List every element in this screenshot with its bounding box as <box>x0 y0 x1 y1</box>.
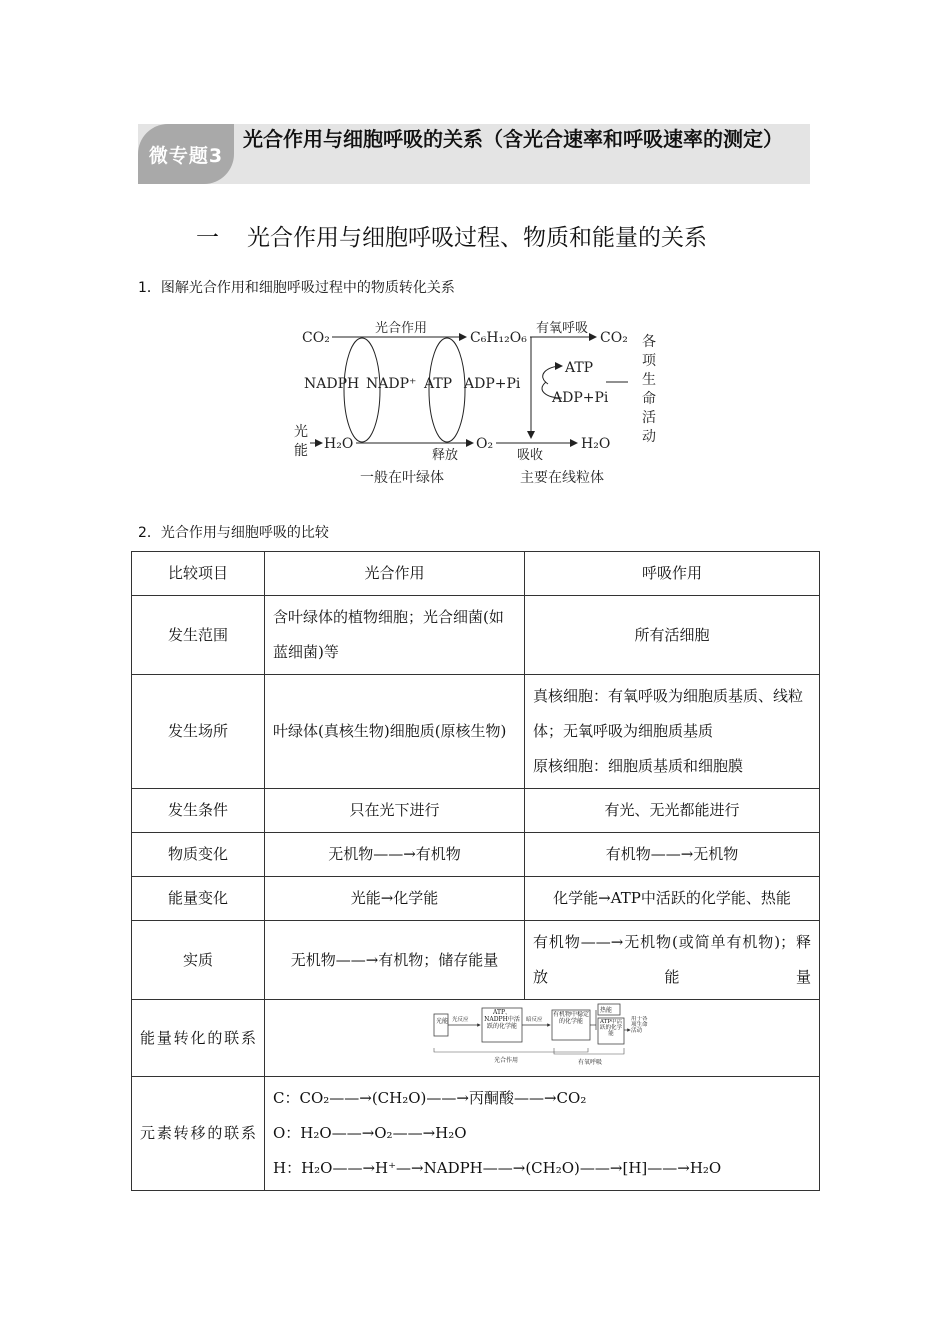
respiration-cell <box>525 675 820 789</box>
table-row <box>132 921 820 1000</box>
section-title: 光合作用与细胞呼吸过程、物质和能量的关系 <box>247 225 707 251</box>
header-cell: 比较项目 <box>132 552 265 596</box>
mini-aerobic: 有氧呼吸 <box>578 1059 603 1066</box>
mini-use: 用于各项生命活动 <box>631 1016 648 1034</box>
atp-label: ATP <box>424 376 453 392</box>
carbon-transfer: C：CO₂——→(CH₂O)——→丙酮酸——→CO₂ <box>273 1089 587 1107</box>
element-transfer-cell <box>265 1077 820 1191</box>
respiration-cell: 有机物——→无机物 <box>525 833 820 877</box>
glucose-label: C₆H₁₂O₆ <box>470 330 527 346</box>
life-activity-char: 活 <box>642 410 656 426</box>
release-label: 释放 <box>432 448 459 463</box>
photosynthesis-cell: 含叶绿体的植物细胞；光合细菌(如蓝细菌)等 <box>265 596 525 675</box>
table-row <box>132 1077 820 1191</box>
mini-light-reaction: 光反应 <box>452 1017 469 1023</box>
absorb-label: 吸收 <box>517 448 544 463</box>
energy-conversion-diagram <box>432 1002 652 1074</box>
nadp-label: NADP⁺ <box>366 376 417 392</box>
atp-arc <box>543 366 562 384</box>
photosynthesis-cell: 光能→化学能 <box>265 877 525 921</box>
mini-atp-nadph: ATP、NADPH中活跃的化学能 <box>484 1009 520 1030</box>
topic-badge: 微专题3 <box>138 124 234 184</box>
nadph-label: NADPH <box>304 376 360 392</box>
life-activity-char: 生 <box>642 372 656 388</box>
respiration-cell: 化学能→ATP中活跃的化学能、热能 <box>525 877 820 921</box>
o2-label: O₂ <box>476 436 494 452</box>
photosynthesis-cell: 无机物——→有机物 <box>265 833 525 877</box>
section-heading <box>196 219 707 252</box>
light-label: 光 <box>294 424 308 440</box>
table-row <box>132 833 820 877</box>
mini-atp-active: ATP中活跃的化学能 <box>599 1019 623 1037</box>
row-label: 发生场所 <box>132 675 265 789</box>
row-label: 物质变化 <box>132 833 265 877</box>
chloroplast-label: 一般在叶绿体 <box>360 470 444 486</box>
adp-pi-label: ADP+Pi <box>464 376 521 392</box>
hydrogen-transfer: H：H₂O——→H⁺—→NADPH——→(CH₂O)——→[H]——→H₂O <box>273 1159 722 1177</box>
mini-light: 光能 <box>436 1018 449 1025</box>
h2o-right-label: H₂O <box>581 436 611 452</box>
co2-label: CO₂ <box>302 330 330 346</box>
respiration-cell: 有光、无光都能进行 <box>525 789 820 833</box>
mini-stable-energy: 有机物中稳定的化学能 <box>553 1011 589 1025</box>
respiration-cell: 有机物——→无机物(或简单有机物)；释放能量 <box>525 921 820 1000</box>
material-conversion-diagram <box>290 310 670 495</box>
respiration-prokaryote: 原核细胞：细胞质基质和细胞膜 <box>533 757 744 775</box>
table-row <box>132 675 820 789</box>
aerobic-respiration-label: 有氧呼吸 <box>536 321 589 336</box>
photosynthesis-cell: 只在光下进行 <box>265 789 525 833</box>
row-label: 能量变化 <box>132 877 265 921</box>
life-activity-char: 命 <box>642 391 656 407</box>
h2o-label: H₂O <box>324 436 354 452</box>
respiration-eukaryote: 真核细胞：有氧呼吸为细胞质基质、线粒体；无氧呼吸为细胞质基质 <box>533 687 804 740</box>
photosynthesis-cell: 无机物——→有机物；储存能量 <box>265 921 525 1000</box>
page-title: 光合作用与细胞呼吸的关系（含光合速率和呼吸速率的测定） <box>243 127 783 151</box>
energy-link-cell <box>265 1000 820 1077</box>
life-activity-char: 各 <box>642 334 656 350</box>
photosynthesis-cell: 叶绿体(真核生物)细胞质(原核生物) <box>265 675 525 789</box>
mini-photosynthesis: 光合作用 <box>494 1057 519 1064</box>
comparison-table <box>131 551 820 1191</box>
section-number: 一 <box>196 225 219 251</box>
table-header-row <box>132 552 820 596</box>
header-cell: 呼吸作用 <box>525 552 820 596</box>
mini-heat: 热能 <box>600 1007 613 1014</box>
row-label: 能量转化的联系 <box>132 1000 265 1077</box>
table-row <box>132 877 820 921</box>
oxygen-transfer: O：H₂O——→O₂——→H₂O <box>273 1124 467 1142</box>
item-1-heading: 1．图解光合作用和细胞呼吸过程中的物质转化关系 <box>138 280 455 296</box>
photosynthesis-label: 光合作用 <box>375 321 428 336</box>
co2-right-label: CO₂ <box>600 330 628 346</box>
energy-label: 能 <box>294 443 308 459</box>
mini-dark-reaction: 暗反应 <box>526 1017 543 1023</box>
table-row <box>132 1000 820 1077</box>
life-activity-char: 动 <box>642 429 656 445</box>
table-row <box>132 789 820 833</box>
row-label: 发生条件 <box>132 789 265 833</box>
row-label: 实质 <box>132 921 265 1000</box>
life-activity-char: 项 <box>642 353 656 369</box>
table-row <box>132 596 820 675</box>
row-label: 发生范围 <box>132 596 265 675</box>
respiration-cell: 所有活细胞 <box>525 596 820 675</box>
mitochondria-label: 主要在线粒体 <box>520 470 604 486</box>
item-2-heading: 2．光合作用与细胞呼吸的比较 <box>138 525 329 541</box>
atp-right-label: ATP <box>565 360 594 376</box>
row-label: 元素转移的联系 <box>132 1077 265 1191</box>
header-cell: 光合作用 <box>265 552 525 596</box>
adp-pi-right-label: ADP+Pi <box>552 390 609 406</box>
